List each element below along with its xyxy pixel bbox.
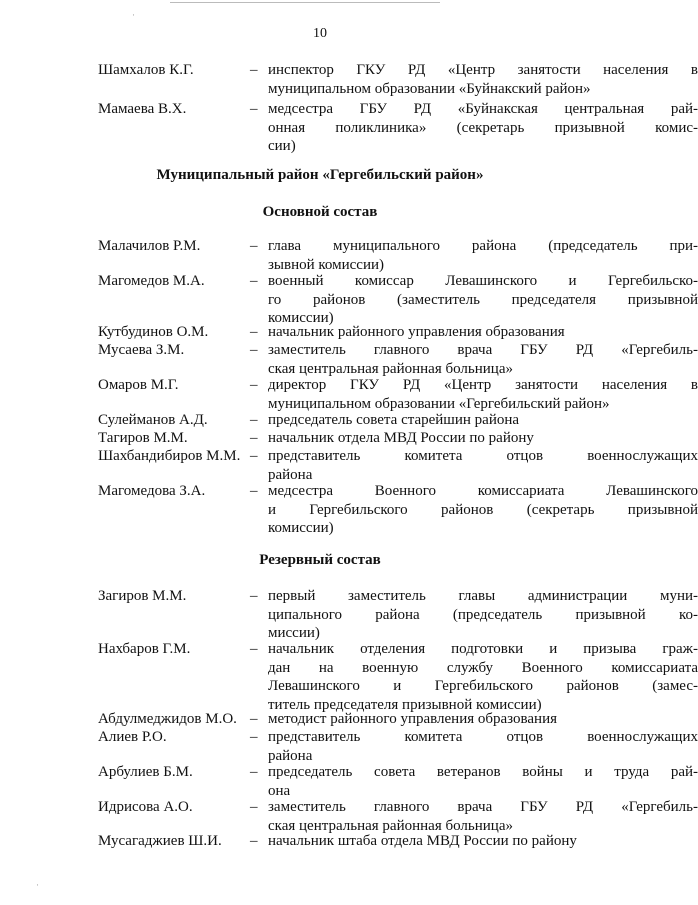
member-name: Магомедов М.А. — [98, 273, 205, 289]
member-position — [268, 341, 698, 378]
member-name: Омаров М.Г. — [98, 377, 179, 393]
position-line: военный комиссар Левашинского и Гергебильско- — [268, 273, 698, 289]
member-name: Мусагаджиев Ш.И. — [98, 833, 222, 849]
position-line: го районов (заместитель председателя призывной — [268, 291, 698, 308]
member-position — [268, 429, 698, 448]
member-position — [268, 323, 698, 342]
page-number: 10 — [313, 26, 327, 41]
position-line: сии) — [268, 138, 296, 155]
member-name: Малачилов Р.М. — [98, 238, 201, 254]
dash-separator: – — [250, 711, 258, 727]
section-title-main: Основной состав — [262, 204, 378, 220]
member-name: Загиров М.М. — [98, 588, 187, 604]
member-position — [268, 728, 698, 765]
member-name: Тагиров М.М. — [98, 430, 188, 446]
position-line: медсестра Военного комиссариата Левашинского — [268, 483, 698, 499]
position-line: начальник районного управления образования — [268, 324, 565, 340]
dash-separator: – — [250, 764, 258, 780]
position-line: председатель совета старейшин района — [268, 412, 520, 428]
position-line: дан на военную службу Военного комиссариата — [268, 659, 698, 676]
position-line: начальник отдела МВД России по району — [268, 430, 534, 446]
member-position — [268, 100, 698, 156]
member-name: Абдулмеджидов М.О. — [98, 711, 237, 727]
position-line: инспектор ГКУ РД «Центр занятости населения в — [268, 62, 698, 78]
dash-separator: – — [250, 430, 258, 446]
member-name: Идрисова А.О. — [98, 799, 193, 815]
dash-separator: – — [250, 448, 258, 464]
dash-separator: – — [250, 324, 258, 340]
member-position — [268, 411, 698, 430]
dash-separator: – — [250, 833, 258, 849]
member-name: Сулейманов А.Д. — [98, 412, 208, 428]
member-position — [268, 376, 698, 413]
position-line: зывной комиссии) — [268, 256, 385, 273]
member-position — [268, 763, 698, 800]
position-line: глава муниципального района (председатель при- — [268, 238, 698, 254]
member-position — [268, 61, 698, 98]
dash-separator: – — [250, 101, 258, 117]
dash-separator: – — [250, 273, 258, 289]
scan-speck: · — [36, 880, 39, 890]
position-line: комиссии) — [268, 520, 334, 537]
member-position — [268, 237, 698, 274]
position-line: первый заместитель главы администрации муни- — [268, 588, 698, 604]
position-line: онная поликлиника» (секретарь призывной комис- — [268, 119, 698, 136]
dash-separator: – — [250, 412, 258, 428]
district-title: Муниципальный район «Гергебильский район» — [156, 167, 484, 183]
dash-separator: – — [250, 729, 258, 745]
position-line: медсестра ГБУ РД «Буйнакская центральная рай- — [268, 101, 698, 117]
dash-separator: – — [250, 641, 258, 657]
position-line: муниципальном образовании «Буйнакский район» — [268, 80, 591, 97]
member-name: Арбулиев Б.М. — [98, 764, 193, 780]
dash-separator: – — [250, 62, 258, 78]
member-name: Шамхалов К.Г. — [98, 62, 194, 78]
position-line: муниципальном образовании «Гергебильский район» — [268, 395, 610, 412]
position-line: она — [268, 782, 291, 799]
member-position — [268, 798, 698, 835]
dash-separator: – — [250, 342, 258, 358]
member-name: Шахбандибиров М.М. — [98, 448, 241, 464]
dash-separator: – — [250, 588, 258, 604]
position-line: Левашинского и Гергебильского районов (замес- — [268, 678, 698, 695]
position-line: директор ГКУ РД «Центр занятости населения в — [268, 377, 698, 393]
position-line: представитель комитета отцов военнослужащих — [268, 729, 698, 745]
dash-separator: – — [250, 238, 258, 254]
member-name: Мусаева З.М. — [98, 342, 185, 358]
member-name: Мамаева В.Х. — [98, 101, 187, 117]
member-name: Нахбаров Г.М. — [98, 641, 191, 657]
member-position — [268, 710, 698, 729]
section-title-reserve: Резервный состав — [259, 552, 381, 568]
dash-separator: – — [250, 377, 258, 393]
member-position — [268, 832, 698, 851]
position-line: титель председателя призывной комиссии) — [268, 696, 542, 713]
member-name: Алиев Р.О. — [98, 729, 167, 745]
position-line: начальник штаба отдела МВД России по району — [268, 833, 577, 849]
position-line: миссии) — [268, 625, 320, 642]
position-line: председатель совета ветеранов войны и труда рай- — [268, 764, 698, 780]
member-position — [268, 447, 698, 484]
member-position — [268, 640, 698, 714]
page-top-rule — [170, 2, 440, 3]
dash-separator: – — [250, 483, 258, 499]
position-line: представитель комитета отцов военнослужащих — [268, 448, 698, 464]
position-line: района — [268, 466, 313, 483]
member-position — [268, 272, 698, 328]
member-position — [268, 482, 698, 538]
member-name: Кутбудинов О.М. — [98, 324, 209, 340]
position-line: комиссии) — [268, 310, 334, 327]
position-line: заместитель главного врача ГБУ РД «Гергебиль- — [268, 342, 698, 358]
position-line: методист районного управления образования — [268, 711, 558, 727]
position-line: и Гергебильского районов (секретарь призывной — [268, 501, 698, 518]
position-line: заместитель главного врача ГБУ РД «Гергебиль- — [268, 799, 698, 815]
position-line: ципального района (председатель призывной ко- — [268, 606, 698, 623]
position-line: начальник отделения подготовки и призыва граж- — [268, 641, 698, 657]
scan-speck: · — [132, 10, 135, 20]
position-line: района — [268, 747, 313, 764]
position-line: ская центральная районная больница» — [268, 360, 513, 377]
member-position — [268, 587, 698, 643]
member-name: Магомедова З.А. — [98, 483, 206, 499]
dash-separator: – — [250, 799, 258, 815]
position-line: ская центральная районная больница» — [268, 817, 513, 834]
